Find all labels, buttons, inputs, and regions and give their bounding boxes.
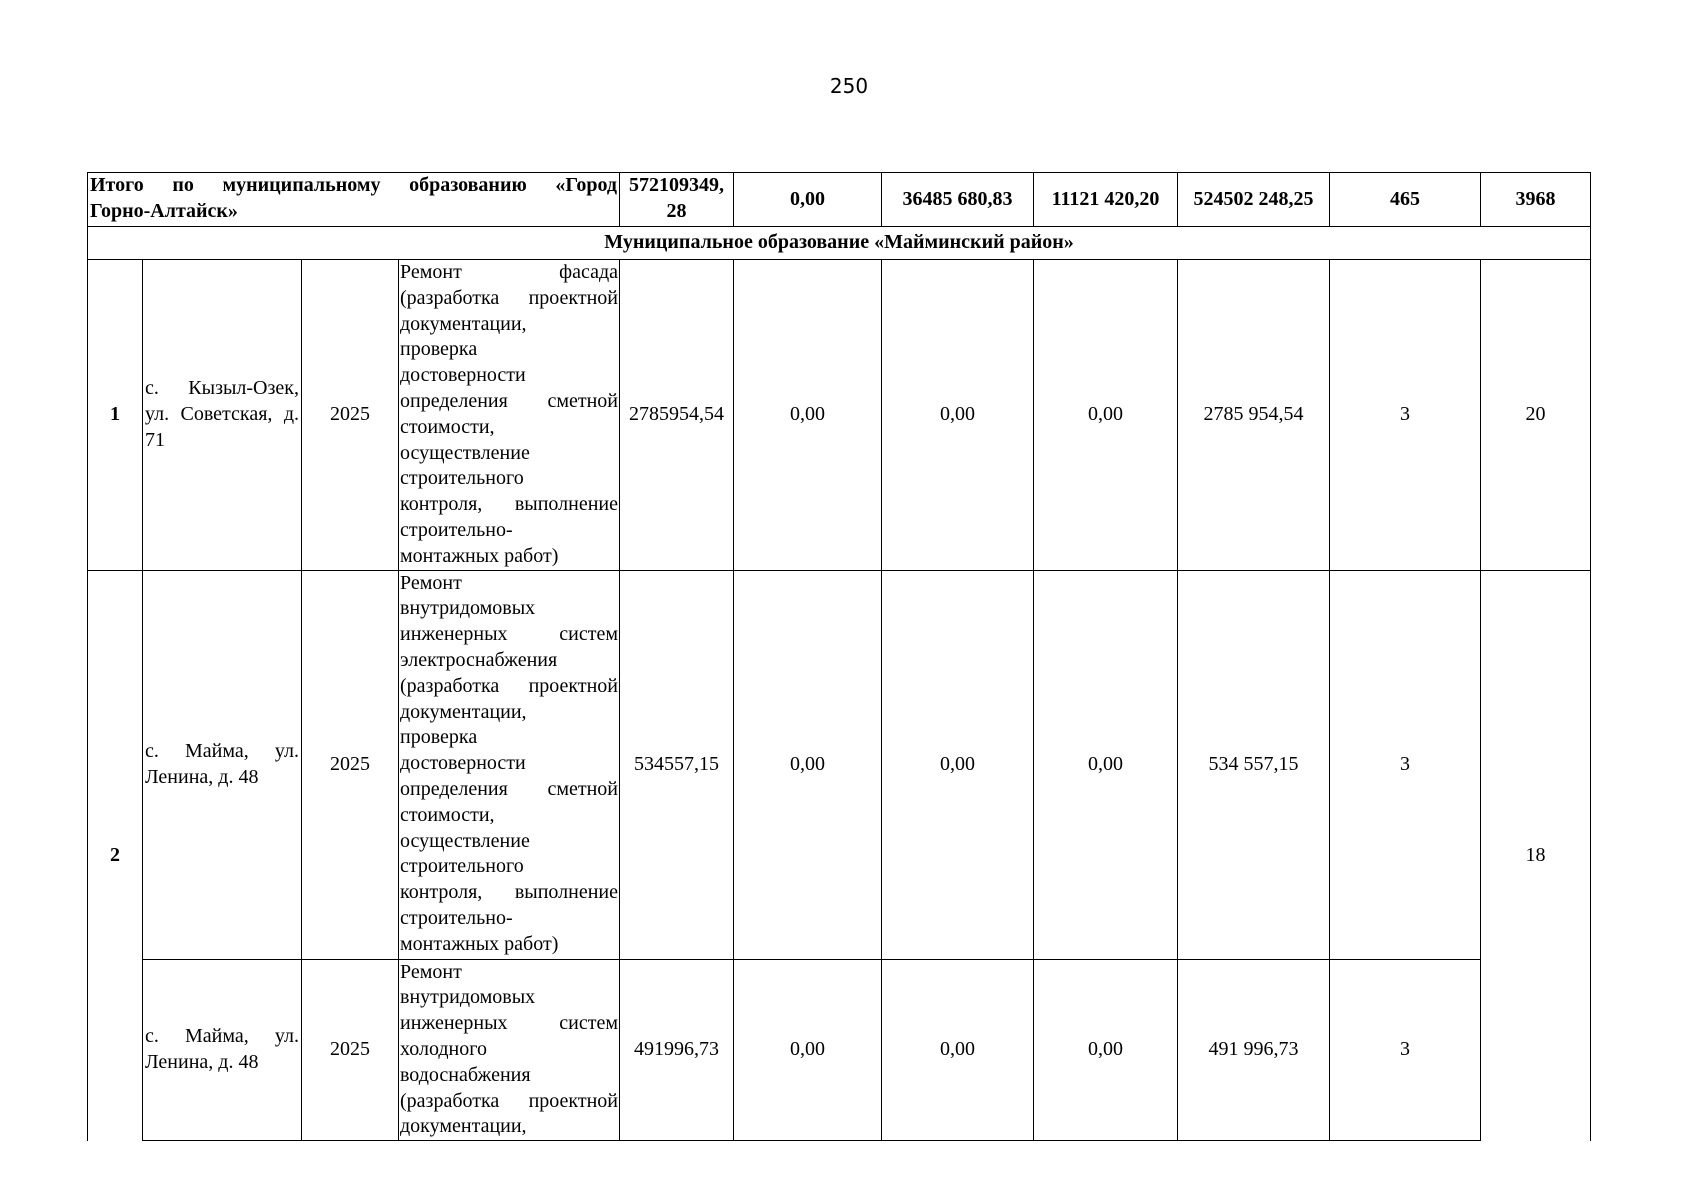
work-description-line: достоверности	[400, 752, 526, 775]
year-cell: 2025	[302, 959, 399, 1141]
work-description	[399, 959, 620, 1141]
work-description-line: Ремонт	[400, 960, 462, 983]
total-col-5: 524502 248,25	[1178, 173, 1330, 227]
work-description-line: документации,	[400, 312, 527, 335]
cost-col-2: 0,00	[734, 260, 882, 571]
work-description-line: документации,	[400, 1115, 527, 1138]
cost-col-2: 0,00	[734, 959, 882, 1141]
total-col-3: 36485 680,83	[882, 173, 1034, 227]
work-description-line: определения сметной	[400, 777, 619, 800]
page-number: 250	[829, 74, 869, 98]
work-description-line: строительного	[400, 855, 524, 878]
cost-total: 534557,15	[620, 570, 734, 959]
work-description-line: холодного	[400, 1037, 487, 1060]
work-description-line: строительно-	[400, 906, 513, 929]
work-description-line: определения сметной	[400, 389, 619, 412]
work-description-line: стоимости,	[400, 415, 495, 438]
cost-col-5: 491 996,73	[1178, 959, 1330, 1141]
total-col-6: 465	[1330, 173, 1481, 227]
cost-col-4: 0,00	[1034, 959, 1178, 1141]
year-cell: 2025	[302, 570, 399, 959]
work-description-line: (разработка проектной	[400, 286, 619, 309]
table-row	[88, 260, 1591, 571]
cost-col-2: 0,00	[734, 570, 882, 959]
work-description-line: электроснабжения	[400, 648, 558, 671]
work-description	[399, 570, 620, 959]
row-number: 1	[88, 260, 143, 571]
work-description-line: инженерных систем	[400, 623, 619, 646]
work-description-line: контроля, выполнение	[400, 881, 619, 904]
municipality-total-row	[88, 173, 1591, 227]
work-description-line: осуществление	[400, 441, 530, 464]
address-cell: с. Кызыл-Озек, ул. Советская, д. 71	[143, 260, 302, 571]
cost-total: 2785954,54	[620, 260, 734, 571]
year-cell: 2025	[302, 260, 399, 571]
work-description-line: строительного	[400, 467, 524, 490]
total-col-4: 11121 420,20	[1034, 173, 1178, 227]
section-header: Муниципальное образование «Майминский район»	[88, 227, 1591, 260]
cost-col-3: 0,00	[882, 260, 1034, 571]
address-cell: с. Майма, ул. Ленина, д. 48	[143, 959, 302, 1141]
work-description	[399, 260, 620, 571]
work-description-line: достоверности	[400, 364, 526, 387]
work-description-line: стоимости,	[400, 803, 495, 826]
work-description-line: водоснабжения	[400, 1063, 531, 1086]
table-row	[88, 959, 1591, 1141]
work-description-line: проверка	[400, 338, 478, 361]
work-description-line: монтажных работ)	[400, 544, 559, 567]
work-description-line: (разработка проектной	[400, 1089, 619, 1112]
address-cell: с. Майма, ул. Ленина, д. 48	[143, 570, 302, 959]
work-description-line: проверка	[400, 726, 478, 749]
cost-col-5: 534 557,15	[1178, 570, 1330, 959]
work-description-line: монтажных работ)	[400, 932, 559, 955]
table-row	[88, 570, 1591, 959]
work-description-line: контроля, выполнение	[400, 493, 619, 516]
cost-col-4: 0,00	[1034, 260, 1178, 571]
row-number: 2	[88, 570, 143, 1141]
work-description-line: инженерных систем	[400, 1012, 619, 1035]
work-description-line: внутридомовых	[400, 597, 536, 620]
cost-col-4: 0,00	[1034, 570, 1178, 959]
cost-col-3: 0,00	[882, 570, 1034, 959]
work-description-line: строительно-	[400, 518, 513, 541]
total-label: Итого по муниципальному образованию «Город Горно-Алтайск»	[88, 173, 620, 227]
cost-col-5: 2785 954,54	[1178, 260, 1330, 571]
total-col-2: 0,00	[734, 173, 882, 227]
program-table	[87, 172, 1591, 1141]
col-6: 3	[1330, 570, 1481, 959]
cost-total: 491996,73	[620, 959, 734, 1141]
col-6: 3	[1330, 959, 1481, 1141]
work-description-line: Ремонт фасада	[400, 261, 619, 283]
col-7: 18	[1481, 570, 1591, 1141]
work-description-line: документации,	[400, 700, 527, 723]
section-header-row	[88, 227, 1591, 260]
total-col-7: 3968	[1481, 173, 1591, 227]
cost-col-3: 0,00	[882, 959, 1034, 1141]
work-description-line: (разработка проектной	[400, 674, 619, 697]
col-6: 3	[1330, 260, 1481, 571]
work-description-line: внутридомовых	[400, 986, 536, 1009]
work-description-line: осуществление	[400, 829, 530, 852]
total-cost-cell: 572109349, 28	[620, 173, 734, 227]
work-description-line: Ремонт	[400, 571, 462, 594]
col-7: 20	[1481, 260, 1591, 571]
